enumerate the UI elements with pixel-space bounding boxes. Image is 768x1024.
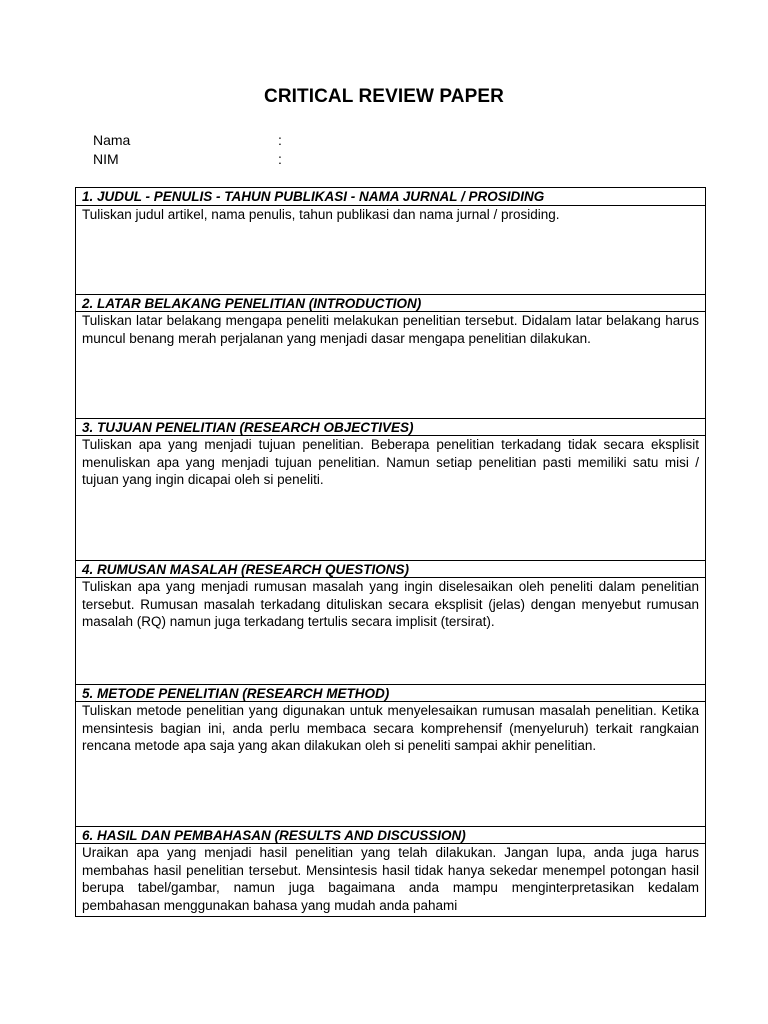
section-heading: 4. RUMUSAN MASALAH (RESEARCH QUESTIONS) — [76, 560, 705, 578]
section-body: Tuliskan judul artikel, nama penulis, tahun publikasi dan nama jurnal / prosiding. — [82, 207, 560, 222]
section-heading: 2. LATAR BELAKANG PENELITIAN (INTRODUCTION) — [76, 294, 705, 312]
field-nama-label: Nama — [93, 132, 131, 148]
field-nama — [93, 131, 393, 150]
section-research-questions — [76, 560, 705, 684]
section-body: Uraikan apa yang menjadi hasil penelitian yang telah dilakukan. Jangan lupa, anda juga harus membahas hasil penelitian tersebut. Mensintesis hasil tidak hanya sekedar menempel potongan hasil berupa tabel/gambar, namun juga bagaimana anda mampu menginterpretasikan kedalam pembahasan menggunakan bahasa yang mudah anda pahami — [82, 845, 699, 913]
field-nim — [93, 150, 393, 169]
section-research-method — [76, 684, 705, 826]
section-introduction — [76, 294, 705, 418]
section-research-objectives — [76, 418, 705, 560]
section-body: Tuliskan apa yang menjadi rumusan masalah yang ingin diselesaikan oleh peneliti dalam penelitian tersebut. Rumusan masalah terkadang dituliskan secara eksplisit (jelas) dengan menyebut rumusan masalah (RQ) namun juga terkadang tertulis secara implisit (tersirat). — [82, 579, 699, 629]
document-title: CRITICAL REVIEW PAPER — [264, 86, 504, 107]
section-title-author — [76, 188, 705, 294]
identity-fields — [93, 131, 393, 169]
field-nim-label: NIM — [93, 151, 119, 167]
section-heading: 3. TUJUAN PENELITIAN (RESEARCH OBJECTIVES) — [76, 418, 705, 436]
field-nama-separator: : — [278, 132, 282, 148]
section-body: Tuliskan apa yang menjadi tujuan penelitian. Beberapa penelitian terkadang tidak secara eksplisit menuliskan apa yang menjadi tujuan penelitian. Namun setiap penelitian pasti memiliki satu misi / tujuan yang ingin dicapai oleh si peneliti. — [82, 437, 699, 487]
section-results-discussion — [76, 826, 705, 916]
section-body: Tuliskan latar belakang mengapa peneliti melakukan penelitian tersebut. Didalam latar belakang harus muncul benang merah perjalanan yang menjadi dasar mengapa penelitian dilakukan. — [82, 313, 699, 346]
section-heading: 6. HASIL DAN PEMBAHASAN (RESULTS AND DISCUSSION) — [76, 826, 705, 844]
field-nim-separator: : — [278, 151, 282, 167]
section-body: Tuliskan metode penelitian yang digunakan untuk menyelesaikan rumusan masalah penelitian. Ketika mensintesis bagian ini, anda perlu membaca secara komprehensif (menyeluruh) terkait rangkaian rencana metode apa saja yang akan dilakukan oleh si peneliti sampai akhir penelitian. — [82, 703, 699, 753]
section-heading: 5. METODE PENELITIAN (RESEARCH METHOD) — [76, 684, 705, 702]
section-heading: 1. JUDUL - PENULIS - TAHUN PUBLIKASI - NAMA JURNAL / PROSIDING — [76, 188, 705, 206]
review-table — [75, 187, 706, 917]
